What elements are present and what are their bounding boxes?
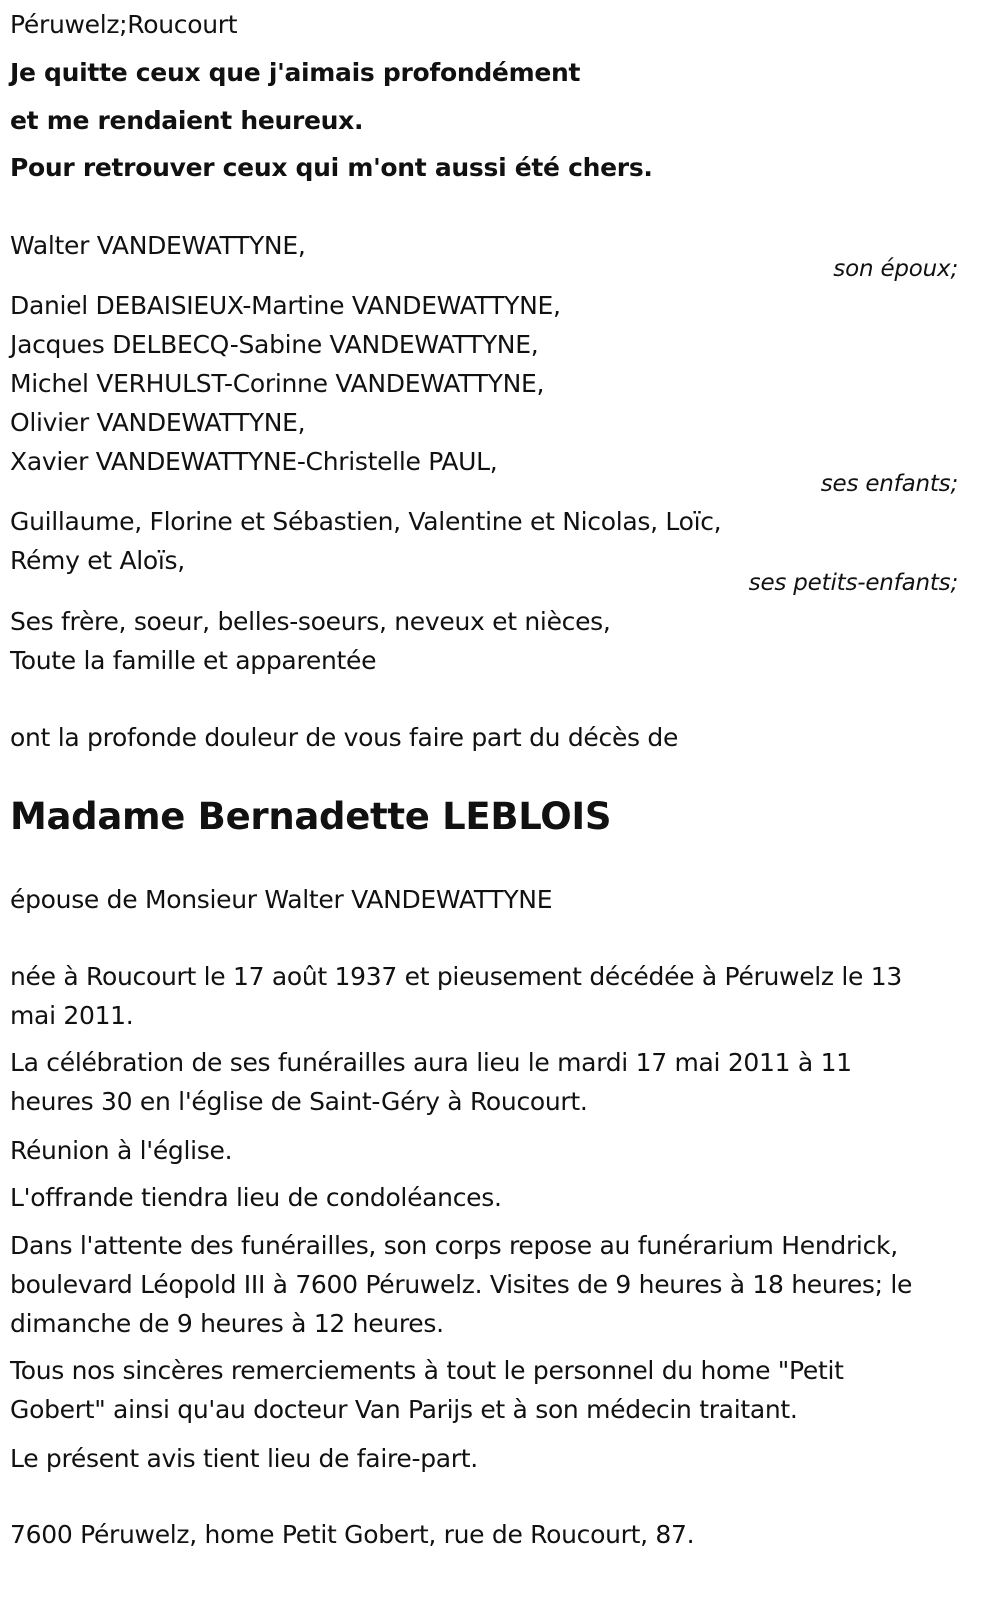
text-line: née à Roucourt le 17 août 1937 et pieusement décédée à Péruwelz le 13	[10, 962, 902, 991]
notice-text: Le présent avis tient lieu de faire-part.	[10, 1444, 478, 1473]
family-name: Guillaume, Florine et Sébastien, Valentine et Nicolas, Loïc,	[10, 507, 722, 536]
meeting-text: Réunion à l'église.	[10, 1136, 233, 1165]
announcement-text: ont la profonde douleur de vous faire part du décès de	[10, 723, 679, 752]
family-name: Olivier VANDEWATTYNE,	[10, 408, 306, 437]
family-name: Toute la famille et apparentée	[10, 646, 377, 675]
family-name: Michel VERHULST-Corinne VANDEWATTYNE,	[10, 369, 545, 398]
offering-text: L'offrande tiendra lieu de condoléances.	[10, 1183, 502, 1212]
address-text: 7600 Péruwelz, home Petit Gobert, rue de Roucourt, 87.	[10, 1520, 695, 1549]
text-line: boulevard Léopold III à 7600 Péruwelz. Visites de 9 heures à 18 heures; le	[10, 1270, 913, 1299]
family-name: Ses frère, soeur, belles-soeurs, neveux et nièces,	[10, 607, 611, 636]
deceased-spouse-line: épouse de Monsieur Walter VANDEWATTYNE	[10, 885, 553, 914]
poem-line: Pour retrouver ceux qui m'ont aussi été chers.	[10, 153, 653, 182]
deceased-name: Madame Bernadette LEBLOIS	[10, 795, 612, 838]
poem-line: et me rendaient heureux.	[10, 106, 364, 135]
role-label-grandchildren: ses petits-enfants;	[748, 570, 958, 596]
family-name: Jacques DELBECQ-Sabine VANDEWATTYNE,	[10, 330, 539, 359]
role-label-children: ses enfants;	[820, 471, 958, 497]
text-line: dimanche de 9 heures à 12 heures.	[10, 1309, 444, 1338]
text-line: Gobert" ainsi qu'au docteur Van Parijs et à son médecin traitant.	[10, 1395, 798, 1424]
poem-line: Je quitte ceux que j'aimais profondément	[10, 58, 581, 87]
text-line: La célébration de ses funérailles aura lieu le mardi 17 mai 2011 à 11	[10, 1048, 852, 1077]
text-line: heures 30 en l'église de Saint-Géry à Roucourt.	[10, 1087, 588, 1116]
family-name: Rémy et Aloïs,	[10, 546, 185, 575]
family-name: Daniel DEBAISIEUX-Martine VANDEWATTYNE,	[10, 291, 561, 320]
location-header: Péruwelz;Roucourt	[10, 10, 238, 39]
text-line: Dans l'attente des funérailles, son corps repose au funérarium Hendrick,	[10, 1231, 898, 1260]
text-line: Tous nos sincères remerciements à tout le personnel du home "Petit	[10, 1356, 844, 1385]
family-name: Walter VANDEWATTYNE,	[10, 231, 306, 260]
role-label-spouse: son époux;	[833, 256, 958, 282]
family-name: Xavier VANDEWATTYNE-Christelle PAUL,	[10, 447, 498, 476]
text-line: mai 2011.	[10, 1001, 134, 1030]
